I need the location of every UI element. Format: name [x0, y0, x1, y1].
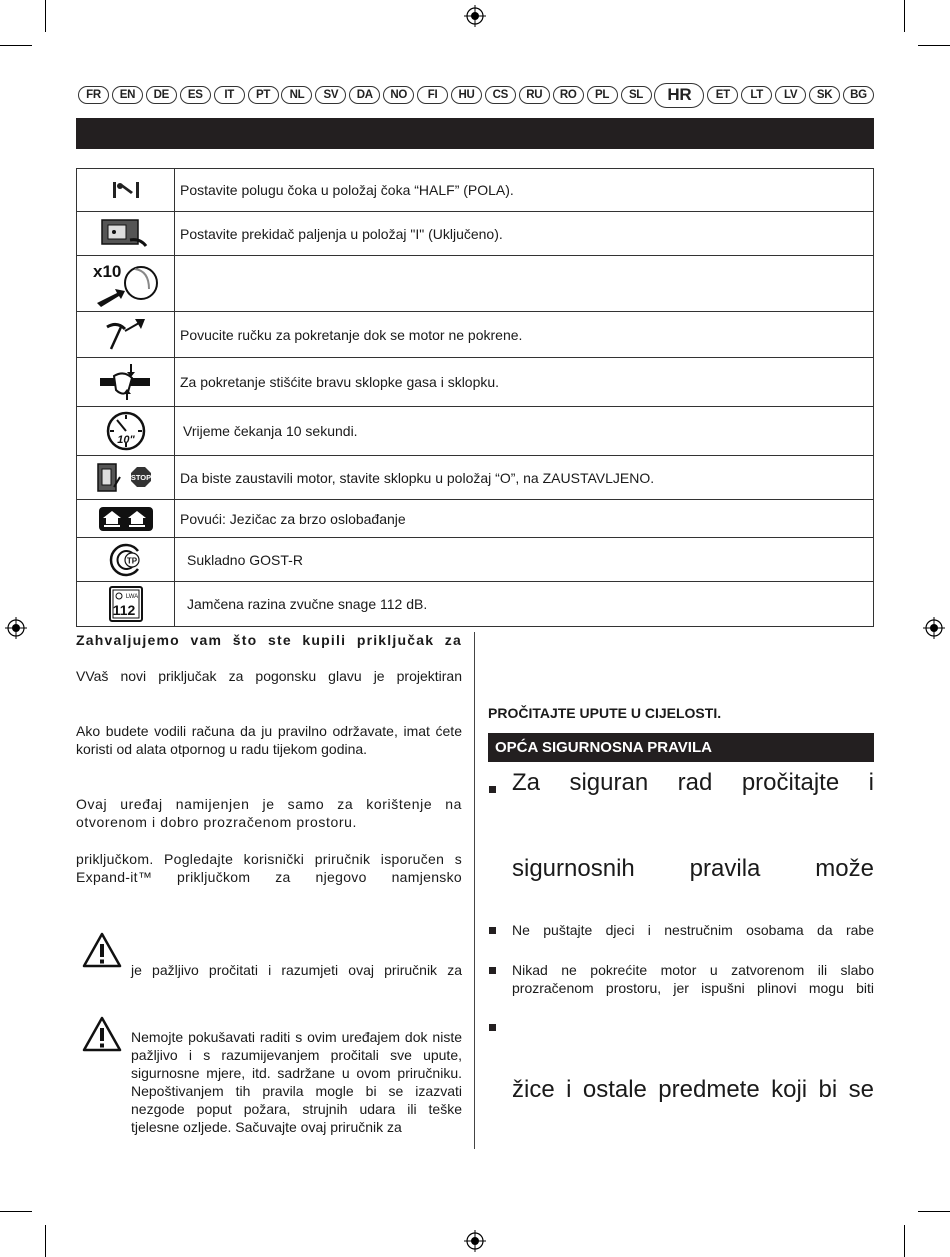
- registration-mark-icon: [464, 1230, 486, 1252]
- lang-tab-fi[interactable]: FI: [417, 86, 448, 104]
- table-row: [77, 456, 874, 500]
- table-row: [77, 169, 874, 212]
- lang-tab-en[interactable]: EN: [112, 86, 143, 104]
- primer-bulb-x10-icon: [77, 256, 175, 312]
- symbols-table: [76, 168, 874, 627]
- lang-tab-pl[interactable]: PL: [587, 86, 618, 104]
- crop-mark: [918, 45, 950, 46]
- bullet-icon: [489, 967, 496, 974]
- registration-mark-icon: [464, 5, 486, 27]
- lang-tab-sv[interactable]: SV: [315, 86, 346, 104]
- paragraph: VVaš novi priključak za pogonsku glavu je projektiran: [76, 668, 462, 684]
- lang-tab-cs[interactable]: CS: [485, 86, 516, 104]
- lang-tab-nl[interactable]: NL: [281, 86, 312, 104]
- bullet-icon: [489, 786, 496, 793]
- timer-10-seconds-icon: [77, 407, 175, 456]
- table-row: [77, 212, 874, 256]
- paragraph: Ovaj uređaj namijenjen je samo za korištenje na otvorenom i dobro prozračenom prostoru.: [76, 796, 462, 830]
- symbol-description: Vrijeme čekanja 10 sekundi.: [175, 407, 874, 456]
- throttle-trigger-icon: [77, 358, 175, 407]
- language-bar: [78, 84, 874, 106]
- registration-mark-icon: [5, 617, 27, 639]
- bullet-icon: [489, 927, 496, 934]
- lang-tab-da[interactable]: DA: [349, 86, 380, 104]
- warning-triangle-icon: [82, 1016, 122, 1052]
- gost-label: TP: [126, 556, 137, 565]
- section-title: OPĆA SIGURNOSNA PRAVILA: [488, 733, 874, 762]
- table-row: [77, 358, 874, 407]
- crop-mark: [918, 1211, 950, 1212]
- table-row: [77, 312, 874, 358]
- lang-tab-es[interactable]: ES: [180, 86, 211, 104]
- bullet-text: Nikad ne pokrećite motor u zatvorenom ili slabo prozračenom prostoru, jer ispušni plinovi mogu biti: [512, 962, 874, 996]
- bullet-text: Ne puštajte djeci i nestručnim osobama da rabe: [512, 922, 874, 938]
- warning-text: je pažljivo pročitati i razumjeti ovaj priručnik za: [131, 962, 462, 978]
- lang-tab-sl[interactable]: SL: [621, 86, 652, 104]
- crop-mark: [0, 1211, 32, 1212]
- quick-release-tab-icon: [77, 500, 175, 538]
- table-row: [77, 500, 874, 538]
- lang-tab-ro[interactable]: RO: [553, 86, 584, 104]
- bullet-text-large: sigurnosnih pravila može: [512, 855, 874, 882]
- crop-mark: [904, 1225, 905, 1257]
- intro-heading: Zahvaljujemo vam što ste kupili priključak za: [76, 632, 462, 648]
- lang-tab-et[interactable]: ET: [707, 86, 738, 104]
- crop-mark: [45, 0, 46, 32]
- table-row: [77, 538, 874, 582]
- gost-r-mark-icon: [77, 538, 175, 582]
- symbol-description: Jamčena razina zvučne snage 112 dB.: [175, 582, 874, 627]
- lang-tab-hr-active[interactable]: HR: [654, 83, 704, 108]
- lang-tab-pt[interactable]: PT: [248, 86, 279, 104]
- symbol-description: Da biste zaustavili motor, stavite sklopku u položaj “O”, na ZAUSTAVLJENO.: [175, 456, 874, 500]
- choke-lever-icon: [77, 169, 175, 212]
- crop-mark: [0, 45, 32, 46]
- stop-label: STOP: [130, 472, 151, 482]
- warning-text: Nemojte pokušavati raditi s ovim uređajem dok niste pažljivo i s razumijevanjem pročitali sve upute, sigurnosne mjere, itd. sadržane u ovom priručniku. Nepoštivanjem tih pravila mogle bi se izazvati nezgode poput požara, strujnih udara ili teške tjelesne ozljede. Sačuvajte ovaj priručnik za: [131, 1029, 462, 1135]
- lang-tab-ru[interactable]: RU: [519, 86, 550, 104]
- sound-level-unit-label: LWA: [125, 594, 138, 600]
- symbol-description: Za pokretanje stišćite bravu sklopke gasa i sklopku.: [175, 358, 874, 407]
- lang-tab-hu[interactable]: HU: [451, 86, 482, 104]
- lang-tab-de[interactable]: DE: [146, 86, 177, 104]
- bullet-text-large: Za siguran rad pročitajte i: [512, 769, 874, 796]
- paragraph: Ako budete vodili računa da ju pravilno održavate, imat ćete koristi od alata otpornog u radu tijekom godina.: [76, 723, 462, 757]
- starter-handle-pull-icon: [77, 312, 175, 358]
- crop-mark: [904, 0, 905, 32]
- symbol-description: Postavite polugu čoka u položaj čoka “HALF” (POLA).: [175, 169, 874, 212]
- symbol-description: Sukladno GOST-R: [175, 538, 874, 582]
- crop-mark: [45, 1225, 46, 1257]
- symbol-description: [175, 256, 874, 312]
- lang-tab-lt[interactable]: LT: [741, 86, 772, 104]
- timer-label: 10": [116, 434, 135, 446]
- paragraph: priključkom. Pogledajte korisnički priručnik isporučen s Expand-it™ priključkom za njegovo namjensko: [76, 851, 462, 885]
- table-row: [77, 407, 874, 456]
- symbol-description: Povući: Jezičac za brzo oslobađanje: [175, 500, 874, 538]
- warning-triangle-icon: [82, 932, 122, 968]
- lang-tab-bg[interactable]: BG: [843, 86, 874, 104]
- lang-tab-fr[interactable]: FR: [78, 86, 109, 104]
- lang-tab-it[interactable]: IT: [214, 86, 245, 104]
- stop-switch-icon: [77, 456, 175, 500]
- table-row: [77, 256, 874, 312]
- section-header-bar: [76, 118, 874, 149]
- symbol-description: Postavite prekidač paljenja u položaj "I" (Uključeno).: [175, 212, 874, 256]
- bullet-icon: [489, 1024, 496, 1031]
- lang-tab-sk[interactable]: SK: [809, 86, 840, 104]
- table-row: [77, 582, 874, 627]
- symbol-description: Povucite ručku za pokretanje dok se motor ne pokrene.: [175, 312, 874, 358]
- ignition-switch-icon: [77, 212, 175, 256]
- read-instructions-heading: PROČITAJTE UPUTE U CIJELOSTI.: [488, 705, 722, 721]
- sound-power-level-icon: [77, 582, 175, 627]
- lang-tab-lv[interactable]: LV: [775, 86, 806, 104]
- column-divider: [474, 632, 475, 1149]
- registration-mark-icon: [923, 617, 945, 639]
- lang-tab-no[interactable]: NO: [383, 86, 414, 104]
- primer-count-label: x10: [92, 261, 121, 281]
- bullet-text-large: žice i ostale predmete koji bi se: [512, 1076, 874, 1103]
- sound-level-value-label: 112: [112, 602, 135, 618]
